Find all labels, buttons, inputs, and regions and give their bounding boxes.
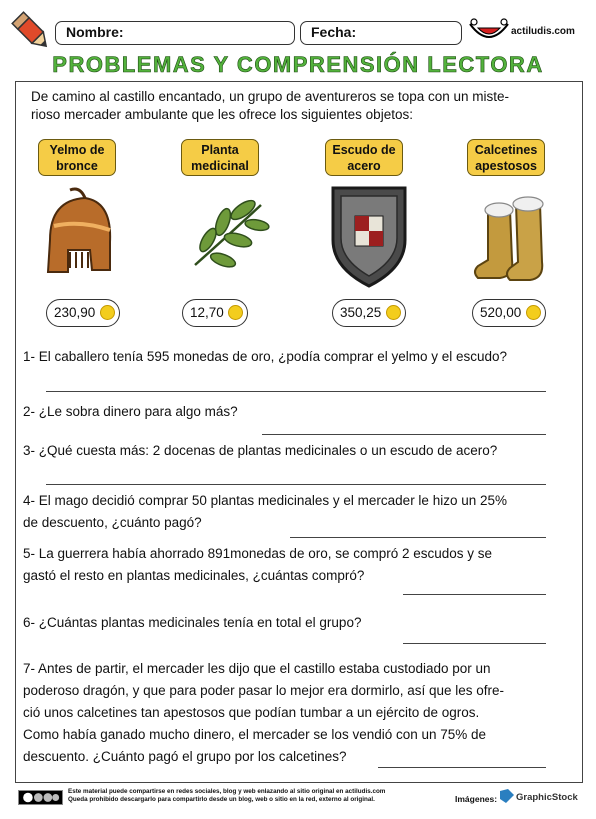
pencil-icon [10,10,54,54]
cc-license-icon [18,790,63,805]
price-calcetines: 520,00 [472,299,546,327]
coin-icon [228,305,243,320]
actiludis-logo [466,16,512,48]
question-7: 7- Antes de partir, el mercader les dijo que el castillo estaba custodiado por un poderoso dragón, y que para poder pasar lo mejor era dormirlo, así que les ofre- ció unos calcetines tan apestosos que podían tumbar a un ejército de ogros. Como había ganado mucho dinero, el mercader se los vendió con un 75% de descuento. ¿Cuánto pagó el grupo por los calcetines? [23,661,505,764]
date-label: Fecha: [311,24,357,40]
answer-line-1[interactable] [46,391,546,392]
label-planta: Planta medicinal [181,139,259,176]
coin-icon [100,305,115,320]
page-title: PROBLEMAS Y COMPRENSIÓN LECTORA [52,52,544,77]
answer-line-2[interactable] [262,434,546,435]
site-name: actiludis.com [511,26,575,37]
question-6: 6- ¿Cuántas plantas medicinales tenía en total el grupo? [23,615,362,630]
name-label: Nombre: [66,24,124,40]
intro-text: De camino al castillo encantado, un grupo de aventureros se topa con un miste- rioso mercader ambulante que les ofrece los siguientes objetos: [31,89,510,122]
answer-line-4[interactable] [290,537,546,538]
coin-icon [526,305,541,320]
name-field[interactable] [55,21,295,45]
graphicstock-credit: GraphicStock [500,789,578,803]
price-escudo: 350,25 [332,299,406,327]
helmet-icon [30,180,122,290]
question-3: 3- ¿Qué cuesta más: 2 docenas de plantas medicinales o un escudo de acero? [23,443,498,458]
answer-line-6[interactable] [403,643,546,644]
graphicstock-icon [500,789,514,803]
question-1: 1- El caballero tenía 595 monedas de oro, ¿podía comprar el yelmo y el escudo? [23,349,508,364]
socks-icon [470,180,562,290]
herb-icon [183,180,275,290]
price-yelmo: 230,90 [46,299,120,327]
question-4: 4- El mago decidió comprar 50 plantas medicinales y el mercader le hizo un 25% de descuento, ¿cuánto pagó? [23,493,507,530]
label-escudo: Escudo de acero [325,139,403,176]
date-field[interactable] [300,21,462,45]
answer-line-3[interactable] [46,484,546,485]
label-calcetines: Calcetines apestosos [467,139,545,176]
license-text: Este material puede compartirse en redes sociales, blog y web enlazando al sitio original en actiludis.com Queda prohibido descargarlo para compartirlo desde un blog, web o sitio en la red, externo al original. [68,788,386,803]
shield-icon [323,180,415,290]
question-5: 5- La guerrera había ahorrado 891monedas de oro, se compró 2 escudos y se gastó el resto en plantas medicinales, ¿cuántas compró? [23,546,493,583]
price-planta: 12,70 [182,299,248,327]
answer-line-7[interactable] [378,767,546,768]
answer-line-5[interactable] [403,594,546,595]
label-yelmo: Yelmo de bronce [38,139,116,176]
question-2: 2- ¿Le sobra dinero para algo más? [23,404,238,419]
coin-icon [386,305,401,320]
images-label: Imágenes: [455,794,498,804]
